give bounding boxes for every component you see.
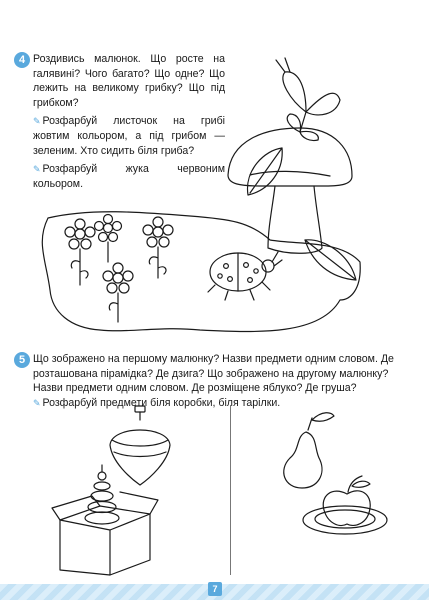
pencil-icon: ✎ xyxy=(33,164,41,175)
plate-icon xyxy=(303,506,387,534)
task-4-instruction-2: ✎ Розфарбуй жука червоним кольором. xyxy=(33,163,225,190)
page-number: 7 xyxy=(208,582,222,596)
pencil-icon: ✎ xyxy=(33,397,41,408)
task-4-question: Роздивись малюнок. Що росте на галявині? Чого багато? Що одне? Що лежить на великому грибку? Що під грибком? xyxy=(33,53,225,109)
task-4-instruction-1: ✎ Розфарбуй листочок на грибі жовтим кольором, а під грибом — зеленим. Хто сидить біля гриба? xyxy=(33,115,225,157)
pencil-icon: ✎ xyxy=(33,116,41,127)
task-4-number-badge: 4 xyxy=(14,52,30,68)
task-5-number-badge: 5 xyxy=(14,352,30,368)
pear-icon xyxy=(284,413,334,488)
task-5-question: Що зображено на першому малюнку? Назви предмети одним словом. Де розташована пірамідка? Де дзига? Що зображено на другому малюнку? Назви предмети одним словом. Де розміщене яблуко? Де груша? xyxy=(33,353,394,395)
pyramid-toy-icon xyxy=(85,465,119,524)
box-icon xyxy=(52,492,158,575)
spinning-top-icon xyxy=(110,406,170,485)
apple-icon xyxy=(323,476,370,525)
task-5-instruction: Розфарбуй предмети біля коробки, біля тарілки. xyxy=(42,396,281,409)
